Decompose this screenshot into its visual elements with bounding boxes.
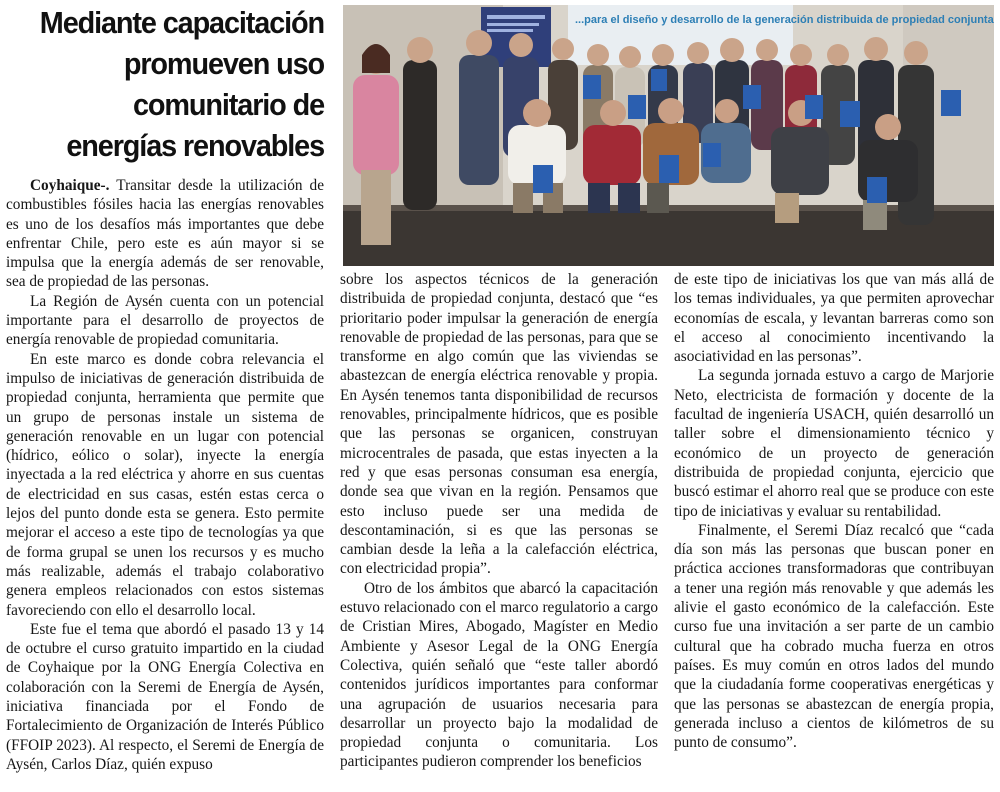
screen-text: ...para el diseño y desarrollo de la generación distribuida de propiedad conjunta: [575, 14, 994, 26]
paragraph: [6, 176, 324, 292]
paragraph: de este tipo de iniciativas los que van más allá de los temas individuales, ya que permiten aprovechar economías de escala, y levantan barreras como son el acceso al conocimiento incentivando la asociatividad en las personas”.: [674, 271, 994, 366]
paragraph-text: Transitar desde la utilización de combustibles fósiles hacia las energías renovables es uno de los desafíos más importantes que debe enfrentar Chile, pero este es aún mayor si se impulsa que la energía además de ser renovable, sea de propiedad de las personas.: [6, 177, 324, 291]
paragraph: sobre los aspectos técnicos de la generación distribuida de propiedad conjunta, destacó que “es prioritario poder impulsar la generación de energía renovable de propiedad de las personas, para que se transforme en algo común que las viviendas se abastezcan de energía eléctrica renovable y propia. En Aysén tenemos tanta disponibilidad de recursos renovables, principalmente hídricos, que es posible que las personas se organicen, construyan microcentrales de pasada, que estas inyecten a la red y que esas personas consuman esa energía, donde sea que vivan en la región. Pensamos que esto incluso puede ser una medida de descontaminación, si es que las personas se cambian desde la leña a la calefacción eléctrica, con electricidad propia”.: [340, 271, 658, 578]
paragraph: En este marco es donde cobra relevancia el impulso de iniciativas de generación distribuida de propiedad conjunta, herramienta que permite que un grupo de personas instale un sistema de generación renovable en un lugar con potencial (hídrico, eólico o solar), inyecte la energía inyectada a la red eléctrica y ahorre en sus cuentas de electricidad en sus casas, estén estas cerca o lejos del punto donde esta se genera. Esto permite mejorar el acceso a este tipo de tecnologías ya que de forma grupal se unen los recursos y es mucho más realizable, además el trabajo colaborativo genera empleos relacionados con estos sistemas favoreciendo con ello el desarrollo local.: [6, 350, 324, 619]
paragraph: Finalmente, el Seremi Díaz recalcó que “cada día son más las personas que buscan poner en práctica acciones transformadoras que contribuyan a tener una región más renovable y que además les alivie el gasto económico de la calefacción. Este curso fue una invitación a ser parte de un cambio cultural que ha cobrado mucha fuerza en otros países. Es muy común en otros lados del mundo que la ciudadanía forme cooperativas energéticas y que las personas se abastezcan de energía propia, generada incluso a cientos de kilómetros de su punto de consumo”.: [674, 521, 994, 752]
group-photo: [343, 5, 994, 266]
paragraph: Otro de los ámbitos que abarcó la capacitación estuvo relacionado con el marco regulatorio a cargo de Cristian Mires, Abogado, Magíster en Medio Ambiente y Asesor Legal de la ONG Energía Colectiva, quién señaló que “este taller abordó contenidos jurídicos importantes para conformar una agrupación de usuarios necesaria para desarrollar un proyecto bajo la modalidad de propiedad conjunta o comunitaria. Los participantes pudieron comprender los beneficios: [340, 579, 658, 771]
paragraph: Este fue el tema que abordó el pasado 13 y 14 de octubre el curso gratuito impartido en la ciudad de Coyhaique por la ONG Energía Colectiva en colaboración con la Seremi de Energía de Aysén, iniciativa financiada por el Fondo de Fortalecimiento de Organización de Interés Público (FFOIP 2023). Al respecto, el Seremi de Energía de Aysén, Carlos Díaz, quién expuso: [6, 620, 324, 773]
dateline: Coyhaique-.: [30, 177, 110, 194]
paragraph: La Región de Aysén cuenta con un potencial importante para el desarrollo de proyectos de energía renovable de propiedad comunitaria.: [6, 292, 324, 349]
headline: Mediante capacitación promueven uso comunitario de energías renovables: [39, 5, 325, 163]
article-column-1: [6, 176, 324, 774]
article-column-2: [340, 270, 658, 772]
paragraph: La segunda jornada estuvo a cargo de Marjorie Neto, electricista de formación y docente de la facultad de ingeniería USACH, quién desarrolló un taller sobre el dimensionamiento técnico y económico de un proyecto de generación distribuida de propiedad conjunta, ejercicio que buscó estimar el ahorro real que se produce con este tipo de iniciativas y evaluar su rentabilidad.: [674, 367, 994, 520]
article-column-3: [674, 270, 994, 752]
